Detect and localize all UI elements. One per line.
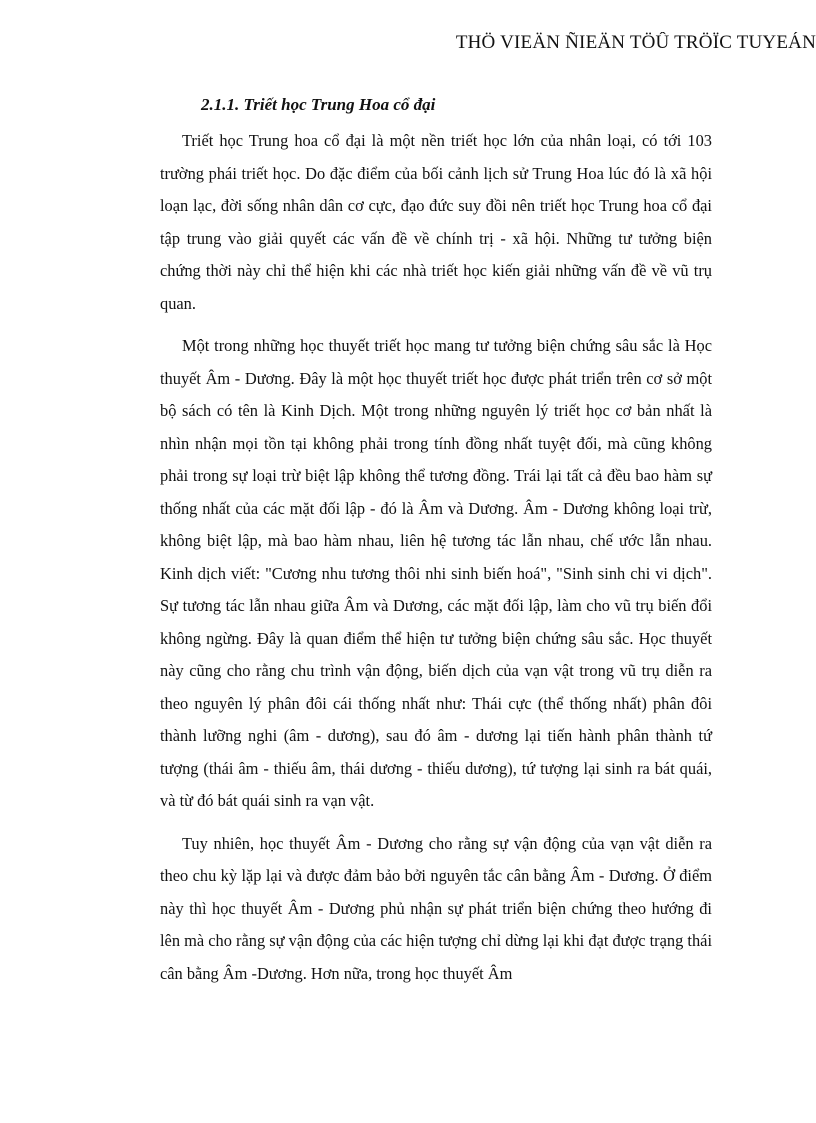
page-header xyxy=(0,32,816,54)
section-heading: 2.1.1. Triết học Trung Hoa cổ đại xyxy=(201,95,436,114)
paragraph-1: Triết học Trung hoa cổ đại là một nền triết học lớn của nhân loại, có tới 103 trường phái triết học. Do đặc điểm của bối cảnh lịch sử Trung Hoa lúc đó là xã hội loạn lạc, đời sống nhân dân cơ cực, đạo đức suy đồi nên triết học Trung hoa cổ đại tập trung vào giải quyết các vấn đề về chính trị - xã hội. Những tư tưởng biện chứng thời này chỉ thể hiện khi các nhà triết học kiến giải những vấn đề về vũ trụ quan. xyxy=(160,131,712,313)
header-text: THÖ VIEÄN ÑIEÄN TÖÛ TRÖÏC TUYEÁN xyxy=(455,32,816,53)
document-body xyxy=(160,92,712,1000)
paragraph-2: Một trong những học thuyết triết học mang tư tưởng biện chứng sâu sắc là Học thuyết Âm - Dương. Đây là một học thuyết triết học được phát triển trên cơ sở một bộ sách có tên là Kinh Dịch. Một trong những nguyên lý triết học cơ bản nhất là nhìn nhận mọi tồn tại không phải trong tính đồng nhất tuyệt đối, mà cũng không phải trong sự loại trừ biệt lập không thể tương đồng. Trái lại tất cả đều bao hàm sự thống nhất của các mặt đối lập - đó là Âm và Dương. Âm - Dương không loại trừ, không biệt lập, mà bao hàm nhau, liên hệ tương tác lẫn nhau, chế ước lẫn nhau. Kinh dịch viết: "Cương nhu tương thôi nhi sinh biến hoá", "Sinh sinh chi vi dịch". Sự tương tác lẫn nhau giữa Âm và Dương, các mặt đối lập, làm cho vũ trụ biến đổi không ngừng. Đây là quan điểm thể hiện tư tưởng biện chứng sâu sắc. Học thuyết này cũng cho rằng chu trình vận động, biến dịch của vạn vật trong vũ trụ diễn ra theo nguyên lý phân đôi cái thống nhất như: Thái cực (thể thống nhất) phân đôi thành lưỡng nghi (âm - dương), sau đó âm - dương lại tiến hành phân thành tứ tượng (thái âm - thiếu âm, thái dương - thiếu dương), tứ tượng lại sinh ra bát quái, và từ đó bát quái sinh ra vạn vật. xyxy=(160,336,712,810)
paragraph-3: Tuy nhiên, học thuyết Âm - Dương cho rằng sự vận động của vạn vật diễn ra theo chu kỳ lặp lại và được đảm bảo bởi nguyên tắc cân bằng Âm - Dương. Ở điểm này thì học thuyết Âm - Dương phủ nhận sự phát triển biện chứng theo hướng đi lên mà cho rằng sự vận động của các hiện tượng chỉ dừng lại khi đạt được trạng thái cân bằng Âm -Dương. Hơn nữa, trong học thuyết Âm xyxy=(160,833,712,983)
